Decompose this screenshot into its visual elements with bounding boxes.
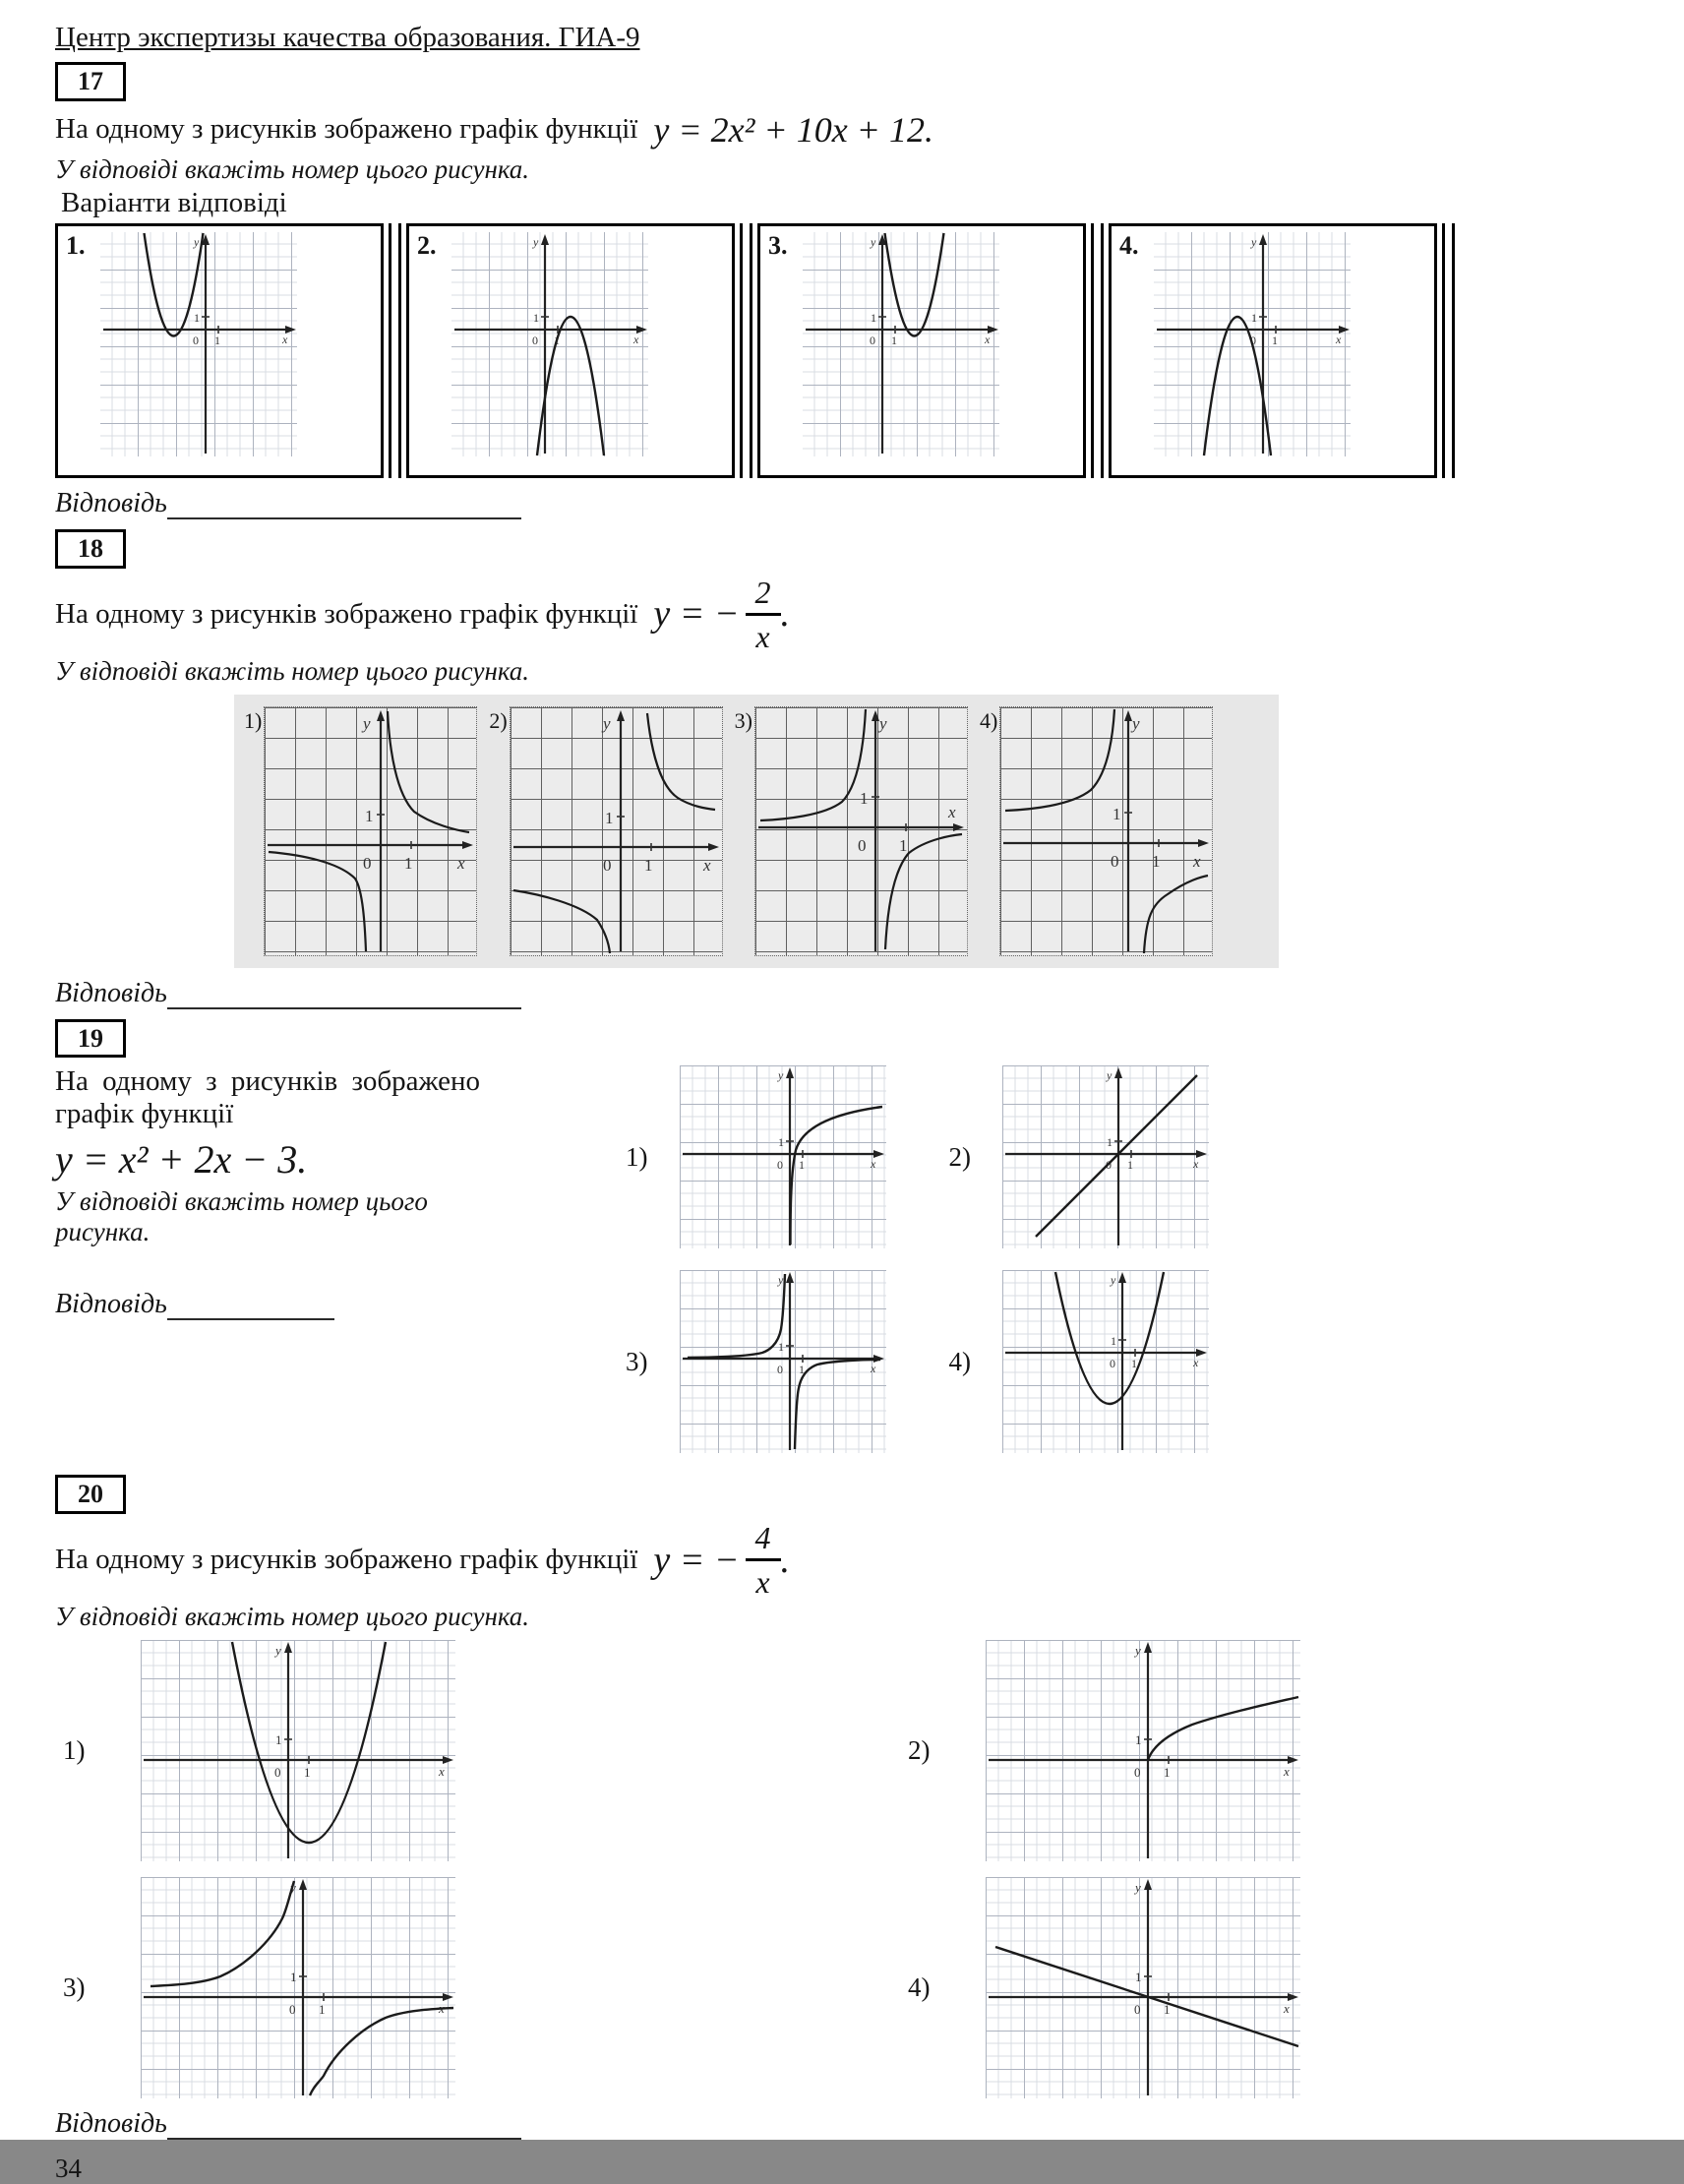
question-20	[55, 1467, 1629, 2140]
zero-label: 0	[776, 1363, 783, 1377]
x-axis-label: x	[1193, 851, 1201, 871]
page-title: Центр экспертизы качества образования. ГИА-9	[55, 22, 640, 53]
question-18	[55, 521, 1629, 1009]
one-y-label: 1	[1134, 1732, 1141, 1748]
zero-label: 0	[273, 1765, 280, 1781]
q18-option-4-graph-hyperbola-negative	[999, 706, 1213, 956]
q17-option-1-graph-parabola-up	[99, 231, 298, 457]
q19-option-3-label: 3)	[626, 1346, 648, 1376]
one-y-label: 1	[1107, 1135, 1113, 1150]
x-axis-label: x	[1283, 2001, 1290, 2017]
fraction	[746, 1520, 781, 1601]
fraction	[746, 576, 781, 652]
q20-option-3-graph-hyperbola-negative	[141, 1877, 455, 2098]
zero-label: 0	[192, 333, 199, 347]
formula-lead: y = −	[653, 593, 740, 636]
x-axis-label: x	[870, 1157, 875, 1172]
q18-option-1	[240, 706, 477, 956]
zero-label: 0	[1133, 2002, 1140, 2018]
zero-label: 0	[363, 853, 372, 873]
question-19-instruction: У відповіді вкажіть номер цього рисунка.	[55, 1186, 428, 1247]
q18-answer-label: Відповідь	[55, 977, 167, 1008]
y-axis-label: y	[1111, 1273, 1116, 1288]
question-18-instruction: У відповіді вкажіть номер цього рисунка.	[55, 655, 530, 686]
one-y-label: 1	[1113, 804, 1121, 823]
y-axis-label: y	[274, 1643, 281, 1659]
q20-option-3	[63, 1877, 784, 2098]
q20-option-2-label: 2)	[908, 1735, 931, 1766]
formula-lead: y = −	[653, 1539, 740, 1581]
q17-option-4-graph-parabola-down	[1153, 231, 1352, 457]
y-axis-label: y	[363, 713, 371, 733]
question-20-formula	[653, 1520, 791, 1601]
y-axis-label: y	[878, 713, 887, 733]
one-y-label: 1	[193, 310, 200, 325]
fraction-numerator: 4	[746, 1522, 781, 1561]
q17-answer-line	[167, 488, 521, 518]
q20-option-4-graph-line-decreasing	[986, 1877, 1300, 2098]
q18-option-1-graph-hyperbola-positive	[264, 706, 477, 956]
x-axis-label: x	[870, 1362, 875, 1376]
question-19-prompt: На одному з рисунків зображено графік функції	[55, 1065, 480, 1130]
zero-label: 0	[869, 333, 875, 347]
x-axis-label: x	[702, 855, 711, 875]
q18-option-2-graph-hyperbola-positive	[510, 706, 723, 956]
x-axis-label: x	[438, 1764, 445, 1780]
x-axis-label: x	[1283, 1764, 1290, 1780]
y-axis-label: y	[1134, 1643, 1141, 1659]
one-x-label: 1	[798, 1158, 805, 1173]
table-divider	[740, 223, 752, 478]
q20-option-2	[908, 1640, 1629, 1861]
one-x-label: 1	[553, 333, 560, 347]
q17-option-3	[757, 223, 1086, 478]
one-x-label: 1	[898, 835, 908, 855]
x-axis-label: x	[457, 853, 465, 873]
one-y-label: 1	[532, 310, 539, 325]
one-x-label: 1	[798, 1363, 805, 1377]
x-axis-label: x	[632, 332, 638, 346]
one-x-label: 1	[890, 333, 897, 347]
q17-option-2	[406, 223, 735, 478]
one-y-label: 1	[777, 1135, 784, 1150]
fraction-denominator: x	[755, 618, 770, 654]
q19-option-3-graph-hyperbola-negative	[680, 1270, 886, 1453]
one-x-label: 1	[1152, 851, 1161, 871]
zero-label: 0	[602, 855, 612, 875]
q20-option-3-label: 3)	[63, 1972, 86, 2003]
q18-option-2-label: 2)	[489, 707, 508, 733]
x-axis-label: x	[947, 802, 956, 821]
q20-answer-line	[167, 2109, 521, 2140]
q17-option-4-label: 4.	[1119, 230, 1139, 260]
question-19-formula: y = x² + 2x − 3.	[55, 1137, 308, 1183]
fraction-numerator: 2	[746, 576, 781, 616]
question-17-number: 17	[55, 62, 126, 101]
q18-option-4	[976, 706, 1213, 956]
q19-option-2-label: 2)	[948, 1141, 971, 1172]
table-divider	[389, 223, 401, 478]
one-y-label: 1	[365, 806, 374, 825]
y-axis-label: y	[870, 234, 875, 249]
q19-option-1-graph-log-curve	[680, 1065, 886, 1248]
q19-option-2	[949, 1065, 1210, 1248]
y-axis-label: y	[193, 234, 199, 249]
q17-option-3-label: 3.	[768, 230, 788, 260]
zero-label: 0	[776, 1158, 783, 1173]
question-19-number: 19	[55, 1019, 126, 1059]
page-number: 34	[55, 2154, 82, 2184]
x-axis-label: x	[281, 332, 287, 346]
y-axis-label: y	[1107, 1068, 1113, 1083]
question-19	[55, 1011, 1629, 1454]
q19-option-3	[626, 1270, 886, 1453]
one-y-label: 1	[1134, 1970, 1141, 1985]
one-x-label: 1	[643, 855, 653, 875]
question-17-variants-label: Варіанти відповіді	[61, 186, 287, 218]
q19-answer-label: Відповідь	[55, 1289, 167, 1320]
one-y-label: 1	[870, 310, 876, 325]
one-x-label: 1	[1163, 1765, 1170, 1781]
one-x-label: 1	[213, 333, 220, 347]
zero-label: 0	[1249, 333, 1256, 347]
q20-option-4-label: 4)	[908, 1972, 931, 2003]
q17-option-1	[55, 223, 384, 478]
q18-answer-line	[167, 978, 521, 1008]
question-20-instruction: У відповіді вкажіть номер цього рисунка.	[55, 1602, 530, 1632]
q19-option-4-graph-parabola-up	[1002, 1270, 1209, 1453]
zero-label: 0	[288, 2002, 295, 2018]
y-axis-label: y	[1250, 234, 1256, 249]
q17-option-2-label: 2.	[417, 230, 437, 260]
one-y-label: 1	[1111, 1334, 1116, 1349]
question-18-formula	[653, 576, 790, 652]
q17-option-1-label: 1.	[66, 230, 86, 260]
one-x-label: 1	[1163, 2002, 1170, 2018]
q20-answer-label: Відповідь	[55, 2108, 167, 2140]
question-20-number: 20	[55, 1475, 126, 1514]
one-x-label: 1	[1131, 1357, 1137, 1371]
question-17-instruction: У відповіді вкажіть номер цього рисунка.	[55, 153, 530, 184]
q19-option-4	[949, 1270, 1210, 1453]
q20-option-1	[63, 1640, 784, 1861]
q20-option-2-graph-sqrt-curve	[986, 1640, 1300, 1861]
table-divider	[1442, 223, 1455, 478]
q19-option-2-graph-line-increasing	[1002, 1065, 1209, 1248]
q18-option-1-label: 1)	[244, 707, 263, 733]
one-y-label: 1	[274, 1732, 281, 1748]
one-y-label: 1	[859, 788, 869, 808]
x-axis-label: x	[1335, 332, 1341, 346]
q19-option-1	[626, 1065, 886, 1248]
y-axis-label: y	[1134, 1880, 1141, 1896]
question-17-options-row	[55, 223, 1629, 478]
question-18-prompt: На одному з рисунків зображено графік функції	[55, 597, 638, 630]
zero-label: 0	[1111, 851, 1119, 871]
q19-option-1-label: 1)	[626, 1141, 648, 1172]
one-x-label: 1	[1127, 1158, 1133, 1173]
table-divider	[1091, 223, 1104, 478]
zero-label: 0	[531, 333, 538, 347]
formula-tail: .	[780, 593, 791, 636]
q17-option-3-graph-parabola-up	[802, 231, 1000, 457]
q20-option-4	[908, 1877, 1629, 2098]
q18-option-3-label: 3)	[734, 707, 752, 733]
y-axis-label: y	[1132, 713, 1140, 733]
one-y-label: 1	[289, 1970, 296, 1985]
question-17-prompt: На одному з рисунків зображено графік функції	[55, 113, 638, 146]
zero-label: 0	[1110, 1357, 1115, 1371]
question-18-number: 18	[55, 529, 126, 569]
question-20-options-grid	[55, 1640, 1629, 2098]
one-y-label: 1	[604, 808, 614, 827]
one-y-label: 1	[1250, 310, 1257, 325]
question-17	[55, 54, 1629, 519]
x-axis-label: x	[1193, 1157, 1199, 1172]
y-axis-label: y	[532, 234, 538, 249]
y-axis-label: y	[602, 713, 611, 733]
q17-answer-label: Відповідь	[55, 487, 167, 518]
q18-option-4-label: 4)	[979, 707, 998, 733]
q19-answer-line	[167, 1290, 334, 1320]
one-x-label: 1	[1271, 333, 1278, 347]
y-axis-label: y	[289, 1880, 296, 1896]
one-x-label: 1	[404, 853, 413, 873]
y-axis-label: y	[777, 1068, 783, 1083]
x-axis-label: x	[1193, 1356, 1199, 1370]
question-18-options-strip	[234, 695, 1279, 968]
one-y-label: 1	[777, 1340, 784, 1355]
zero-label: 0	[1133, 1765, 1140, 1781]
q17-option-4	[1109, 223, 1437, 478]
y-axis-label: y	[777, 1273, 783, 1288]
q19-option-4-label: 4)	[948, 1346, 971, 1376]
q18-option-2	[485, 706, 722, 956]
q18-option-3-graph-hyperbola-negative	[754, 706, 968, 956]
question-17-formula: y = 2x² + 10x + 12.	[653, 109, 933, 150]
q20-option-1-graph-parabola-up	[141, 1640, 455, 1861]
question-19-options-grid	[626, 1065, 1209, 1453]
q18-option-3	[731, 706, 968, 956]
one-x-label: 1	[303, 1765, 310, 1781]
question-20-prompt: На одному з рисунків зображено графік функції	[55, 1544, 638, 1576]
x-axis-label: x	[438, 2001, 445, 2017]
zero-label: 0	[1106, 1158, 1112, 1173]
one-x-label: 1	[318, 2002, 325, 2018]
x-axis-label: x	[984, 332, 990, 346]
fraction-denominator: x	[755, 1564, 770, 1601]
zero-label: 0	[857, 835, 867, 855]
formula-tail: .	[780, 1539, 791, 1581]
q20-option-1-label: 1)	[63, 1735, 86, 1766]
q17-option-2-graph-parabola-down	[451, 231, 649, 457]
